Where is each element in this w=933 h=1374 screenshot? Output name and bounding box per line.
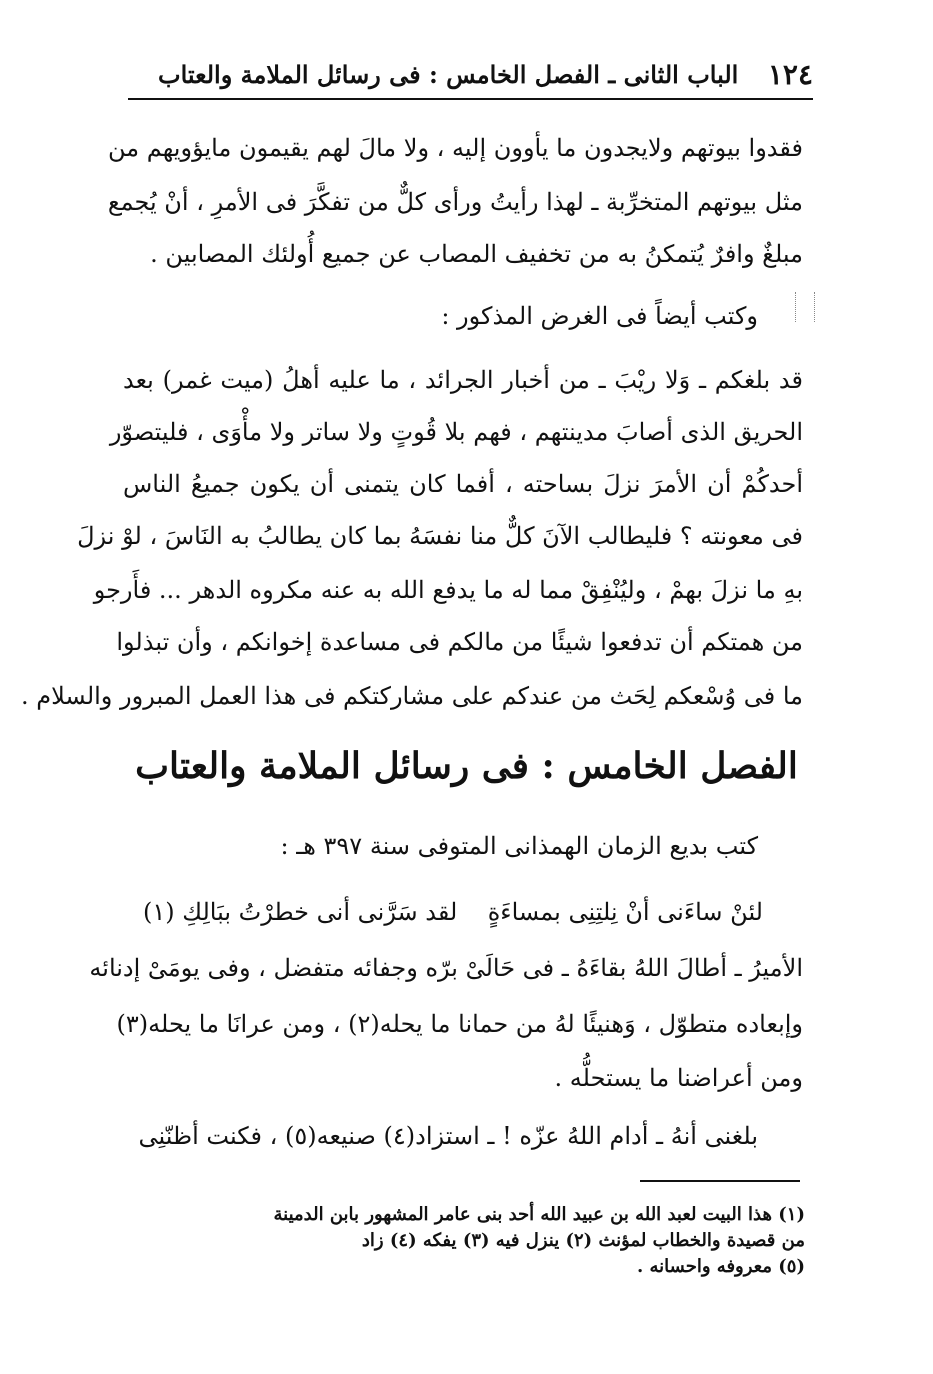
intro-2: وكتب أيضاً فى الغرض المذكور :	[441, 302, 758, 330]
paragraph-1-line-2: مثل بيوتهم المتخرِّبة ـ لهذا رأيتُ ورأى كلٌّ من تفكَّرَ فى الأمرِ ، أنْ يُجمع	[107, 188, 803, 216]
paragraph-2-line-5: بهِ ما نزلَ بهمْ ، وليُنْفِقْ مما له ما يدفع الله به عنه مكروه الدهر ... فأَرجو	[93, 576, 803, 604]
paragraph-2-line-6: من همتكم أن تدفعوا شيئًا من مالكم فى مساعدة إخوانكم ، وأن تبذلوا	[116, 628, 803, 656]
intro-3: كتب بديع الزمان الهمذانى المتوفى سنة ٣٩٧ هـ :	[280, 832, 758, 860]
running-header	[128, 58, 813, 100]
verse-hemistich-2: لقد سَرَّنى أنى خطرْتُ ببَالِكِ (١)	[143, 898, 458, 926]
running-header-title: الباب الثانى ـ الفصل الخامس : فى رسائل الملامة والعتاب	[158, 60, 739, 89]
chapter-heading: الفصل الخامس : فى رسائل الملامة والعتاب	[135, 745, 798, 787]
paragraph-4: بلغنى أنهُ ـ أدام اللهُ عزّه ! ـ استزاد(٤) صنيعه(٥) ، فكنت أظنّنِى	[138, 1122, 758, 1150]
footnote-line-3: (٥) معروفه واحسانه .	[636, 1256, 805, 1277]
paragraph-2-line-2: الحريق الذى أصابَ مدينتهم ، فهم بلا قُوتٍ ولا ساتر ولا مأْوَى ، فليتصوّر	[109, 418, 803, 446]
paragraph-2-line-1: قد بلغكم ـ وَلا ريْبَ ـ من أخبار الجرائد ، ما عليه أهلُ (ميت غمر) بعد	[123, 366, 803, 394]
footnote-divider	[640, 1180, 800, 1182]
paragraph-3-line-1: الأميرُ ـ أطالَ اللهُ بقاءَهُ ـ فى حَالَىْ برّه وجفائه متفضل ، وفى يومَىْ إدنائه	[89, 954, 803, 982]
footnote-line-1: (١) هذا البيت لعبد الله بن عبيد الله أحد بنى عامر المشهور بابن الدمينة	[273, 1204, 805, 1225]
paragraph-2-line-3: أحدكُمْ أن الأمرَ نزلَ بساحته ، أفما كان يتمنى أن يكون جميعُ الناس	[123, 470, 803, 498]
paragraph-1-line-1: فقدوا بيوتهم ولايجدون ما يأوون إليه ، ولا مالَ لهم يقيمون مايؤويهم من	[108, 134, 803, 162]
page-number: ١٢٤	[767, 58, 813, 91]
paragraph-1-line-3: مبلغٌ وافرٌ يُتمكنُ به من تخفيف المصاب عن جميع أُولئك المصابين .	[150, 240, 803, 268]
margin-mark	[795, 292, 815, 322]
paragraph-2-line-4: فى معونته ؟ فليطالب الآنَ كلٌّ منا نفسَهُ بما كان يطالبُ به النَاسَ ، لوْ نزلَ	[77, 522, 803, 550]
verse-hemistich-1: لئنْ ساءَنى أنْ نِلتِنِى بمساءَةٍ	[487, 898, 763, 926]
paragraph-2-line-7: ما فى وُسْعكم لِحَث من عندكم على مشاركتكم فى هذا العمل المبرور والسلام .	[20, 682, 803, 710]
paragraph-3-line-3: ومن أعراضنا ما يستحلُّه .	[554, 1064, 803, 1092]
footnote-line-2: من قصيدة والخطاب لمؤنث (٢) ينزل فيه (٣) يفكه (٤) زاد	[361, 1230, 805, 1251]
paragraph-3-line-2: وإبعاده متطوّل ، وَهنيئًا لهُ من حمانا ما يحله(٢) ، ومن عرانَا ما يحله(٣)	[116, 1010, 803, 1038]
